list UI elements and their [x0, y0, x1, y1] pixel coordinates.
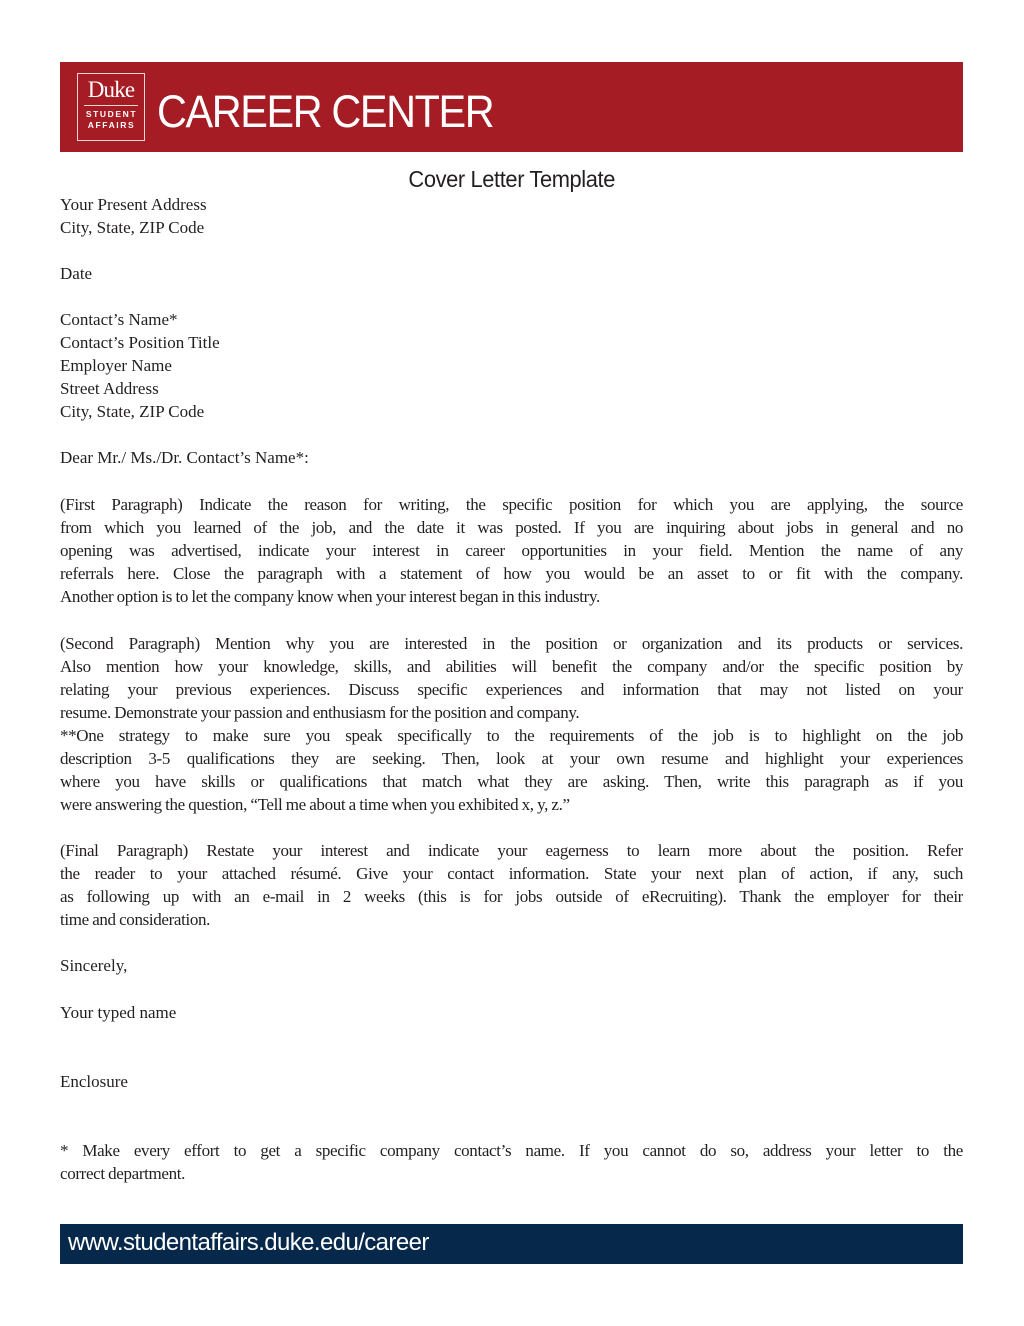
paragraph-line: (Final Paragraph) Restate your interest and indicate your eagerness to learn more about the position. Refer [60, 841, 963, 860]
footnote [60, 1139, 963, 1185]
logo-wordmark: Duke [87, 77, 135, 102]
paragraph-line: opening was advertised, indicate your interest in career opportunities in your field. Mention the name of any [60, 541, 963, 560]
document-title-text: Cover Letter Template [408, 166, 616, 192]
sender-address: Your Present Address [60, 195, 207, 214]
recipient-street: Street Address [60, 379, 159, 398]
recipient-employer: Employer Name [60, 356, 172, 375]
paragraph-first [60, 493, 963, 608]
logo-line-affairs: AFFAIRS [87, 120, 136, 130]
footer-banner [60, 1224, 963, 1264]
recipient-name: Contact’s Name* [60, 310, 178, 329]
logo-line-student: STUDENT [85, 109, 138, 119]
paragraph-line: the reader to your attached résumé. Give your contact information. State your next plan of action, if any, such [60, 864, 963, 883]
paragraph-line: time and consideration. [60, 910, 211, 929]
recipient-city-state-zip: City, State, ZIP Code [60, 402, 205, 421]
logo-divider [84, 105, 138, 106]
paragraph-line: description 3-5 qualifications they are seeking. Then, look at your own resume and highlight your experiences [60, 749, 963, 768]
paragraph-line: (Second Paragraph) Mention why you are interested in the position or organization and its products or services. [60, 634, 963, 653]
paragraph-line: relating your previous experiences. Discuss specific experiences and information that may not listed on your [60, 680, 963, 699]
footer-website-link[interactable]: www.studentaffairs.duke.edu/career [68, 1229, 429, 1256]
paragraph-final [60, 839, 963, 931]
paragraph-line: Another option is to let the company know when your interest began in this industry. [60, 587, 600, 606]
sender-city-state-zip: City, State, ZIP Code [60, 218, 205, 237]
paragraph-second [60, 632, 963, 816]
recipient-position: Contact’s Position Title [60, 333, 220, 352]
salutation: Dear Mr./ Ms./Dr. Contact’s Name*: [60, 448, 309, 467]
paragraph-line: as following up with an e-mail in 2 weeks (this is for jobs outside of eRecruiting). Thank the employer for their [60, 887, 963, 906]
paragraph-line: from which you learned of the job, and the date it was posted. If you are inquiring about jobs in general and no [60, 518, 963, 537]
paragraph-line: resume. Demonstrate your passion and enthusiasm for the position and company. [60, 703, 580, 722]
header-title: CAREER CENTER [157, 86, 494, 137]
paragraph-line: referrals here. Close the paragraph with a statement of how you would be an asset to or fit with the company. [60, 564, 963, 583]
closing: Sincerely, [60, 956, 128, 975]
paragraph-line: where you have skills or qualifications that match what they are asking. Then, write this paragraph as if you [60, 772, 963, 791]
footnote-line: * Make every effort to get a specific company contact’s name. If you cannot do so, address your letter to the [60, 1141, 963, 1160]
paragraph-line: (First Paragraph) Indicate the reason for writing, the specific position for which you are applying, the source [60, 495, 963, 514]
paragraph-line: **One strategy to make sure you speak specifically to the requirements of the job is to highlight on the job [60, 726, 963, 745]
paragraph-line: Also mention how your knowledge, skills, and abilities will benefit the company and/or the specific position by [60, 657, 963, 676]
footnote-line: correct department. [60, 1164, 185, 1183]
duke-student-affairs-logo [77, 73, 145, 141]
paragraph-line: were answering the question, “Tell me about a time when you exhibited x, y, z.” [60, 795, 570, 814]
document-title [0, 164, 1024, 194]
signature-name: Your typed name [60, 1003, 177, 1022]
enclosure: Enclosure [60, 1072, 128, 1091]
letter-date: Date [60, 264, 93, 283]
header-banner [60, 62, 963, 152]
